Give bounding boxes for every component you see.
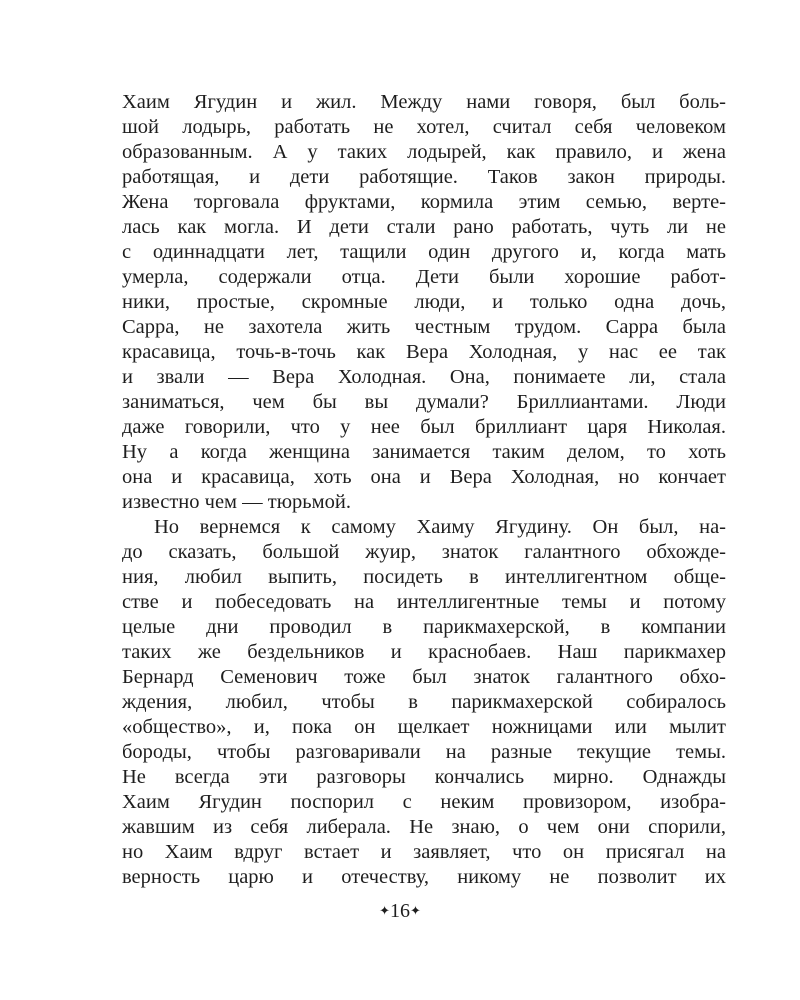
text-line: Ну а когда женщина занимается таким делом, то хоть (122, 441, 726, 463)
text-line: известно чем — тюрьмой. (122, 491, 351, 513)
text-line: заниматься, чем бы вы думали? Бриллиантами. Люди (122, 391, 726, 413)
text-line: работящая, и дети работящие. Таков закон природы. (122, 166, 726, 188)
text-line: жавшим из себя либерала. Не знаю, о чем они спорили, (122, 816, 726, 838)
text-line: Хаим Ягудин поспорил с неким провизором, изобра- (122, 791, 726, 813)
text-line: таких же бездельников и краснобаев. Наш парикмахер (122, 641, 726, 663)
text-line: Жена торговала фруктами, кормила этим семью, верте- (122, 191, 726, 213)
text-line: ждения, любил, чтобы в парикмахерской собиралось (122, 691, 726, 713)
text-line: Не всегда эти разговоры кончались мирно. Однажды (122, 766, 726, 788)
text-line: даже говорили, что у нее был бриллиант царя Николая. (122, 416, 726, 438)
text-line: и звали — Вера Холодная. Она, понимаете ли, стала (122, 366, 726, 388)
text-line: она и красавица, хоть она и Вера Холодная, но кончает (122, 466, 726, 488)
text-line: красавица, точь-в-точь как Вера Холодная, у нас ее так (122, 341, 726, 363)
page-number (0, 900, 800, 923)
text-line: ния, любил выпить, посидеть в интеллигентном обще- (122, 566, 726, 588)
ornament-left-icon: ✦ (379, 903, 390, 918)
page-number-value: 16 (390, 900, 410, 922)
text-line: целые дни проводил в парикмахерской, в компании (122, 616, 726, 638)
text-line: ники, простые, скромные люди, и только одна дочь, (122, 291, 726, 313)
text-line: но Хаим вдруг встает и заявляет, что он присягал на (122, 841, 726, 863)
page-text (122, 90, 726, 890)
text-line: бороды, чтобы разговаривали на разные текущие темы. (122, 741, 726, 763)
text-line: Но вернемся к самому Хаиму Ягудину. Он был, на- (154, 516, 726, 538)
ornament-right-icon: ✦ (410, 903, 421, 918)
text-line: лась как могла. И дети стали рано работать, чуть ли не (122, 216, 726, 238)
text-line: верность царю и отечеству, никому не позволит их (122, 866, 726, 888)
text-line: Хаим Ягудин и жил. Между нами говоря, был боль- (122, 91, 726, 113)
text-line: стве и побеседовать на интеллигентные темы и потому (122, 591, 726, 613)
text-line: с одиннадцати лет, тащили один другого и, когда мать (122, 241, 726, 263)
text-line: Бернард Семенович тоже был знаток галантного обхо- (122, 666, 726, 688)
text-line: шой лодырь, работать не хотел, считал себя человеком (122, 116, 726, 138)
text-line: «общество», и, пока он щелкает ножницами или мылит (122, 716, 726, 738)
text-line: образованным. А у таких лодырей, как правило, и жена (122, 141, 726, 163)
text-line: умерла, содержали отца. Дети были хорошие работ- (122, 266, 726, 288)
text-line: Сарра, не захотела жить честным трудом. Сарра была (122, 316, 726, 338)
text-line: до сказать, большой жуир, знаток галантного обхожде- (122, 541, 726, 563)
